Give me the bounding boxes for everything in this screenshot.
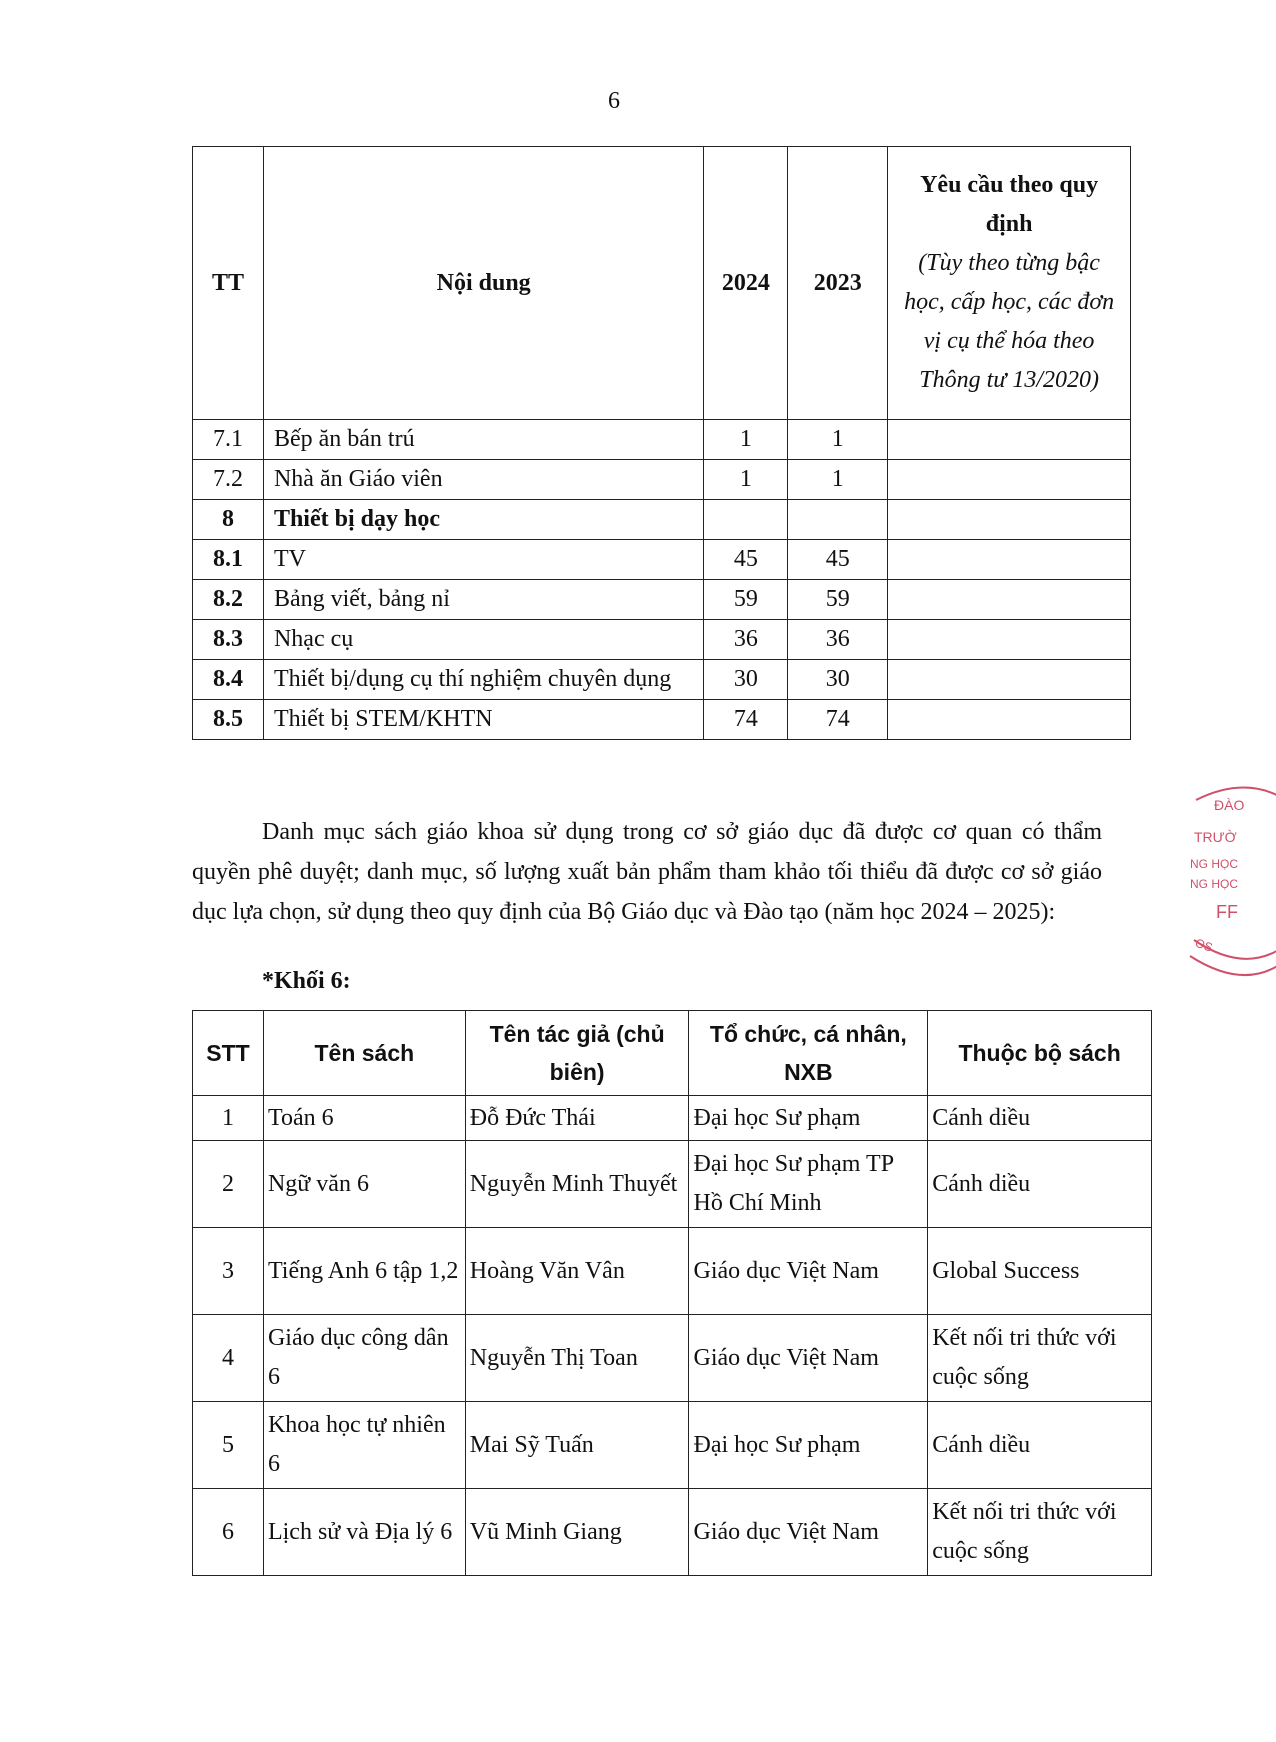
stamp-text-5: FF xyxy=(1216,902,1238,922)
row-2023: 74 xyxy=(788,700,888,740)
row-series: Kết nối tri thức với cuộc sống xyxy=(928,1315,1152,1402)
row-content: Bếp ăn bán trú xyxy=(263,420,703,460)
red-seal-stamp xyxy=(1186,780,1276,980)
requirement-title: Yêu cầu theo quy định xyxy=(920,172,1099,237)
row-author: Nguyễn Minh Thuyết xyxy=(465,1141,689,1228)
row-2023: 1 xyxy=(788,420,888,460)
row-author: Mai Sỹ Tuấn xyxy=(465,1402,689,1489)
row-book: Khoa học tự nhiên 6 xyxy=(263,1402,465,1489)
row-2024: 1 xyxy=(704,420,788,460)
row-content: Thiết bị dạy học xyxy=(263,500,703,540)
row-publisher: Đại học Sư phạm xyxy=(689,1402,928,1489)
header-book: Tên sách xyxy=(263,1011,465,1096)
textbook-table xyxy=(192,1010,1152,1576)
table-row xyxy=(193,420,1131,460)
requirement-note: (Tùy theo từng bậc học, cấp học, các đơn vị cụ thể hóa theo Thông tư 13/2020) xyxy=(904,250,1115,393)
row-2024: 36 xyxy=(704,620,788,660)
row-stt: 3 xyxy=(193,1228,264,1315)
row-2024 xyxy=(704,500,788,540)
row-author: Hoàng Văn Vân xyxy=(465,1228,689,1315)
row-2023: 30 xyxy=(788,660,888,700)
row-2023 xyxy=(788,500,888,540)
row-author: Nguyễn Thị Toan xyxy=(465,1315,689,1402)
table-row xyxy=(193,460,1131,500)
row-2024: 45 xyxy=(704,540,788,580)
row-tt: 8 xyxy=(193,500,264,540)
row-book: Lịch sử và Địa lý 6 xyxy=(263,1489,465,1576)
row-req xyxy=(888,540,1131,580)
header-2023: 2023 xyxy=(788,147,888,420)
row-stt: 6 xyxy=(193,1489,264,1576)
row-tt: 7.1 xyxy=(193,420,264,460)
stamp-text-2: TRƯỜ xyxy=(1194,829,1237,845)
row-book: Ngữ văn 6 xyxy=(263,1141,465,1228)
row-req xyxy=(888,620,1131,660)
row-2023: 59 xyxy=(788,580,888,620)
row-content: Nhạc cụ xyxy=(263,620,703,660)
row-2024: 59 xyxy=(704,580,788,620)
page-number: 6 xyxy=(608,88,620,114)
row-publisher: Giáo dục Việt Nam xyxy=(689,1489,928,1576)
row-content: TV xyxy=(263,540,703,580)
table-header-row xyxy=(193,1011,1152,1096)
row-series: Cánh diều xyxy=(928,1141,1152,1228)
row-stt: 4 xyxy=(193,1315,264,1402)
row-series: Kết nối tri thức với cuộc sống xyxy=(928,1489,1152,1576)
row-stt: 2 xyxy=(193,1141,264,1228)
header-author: Tên tác giả (chủ biên) xyxy=(465,1011,689,1096)
table-row xyxy=(193,620,1131,660)
row-stt: 1 xyxy=(193,1096,264,1141)
header-stt: STT xyxy=(193,1011,264,1096)
row-2023: 1 xyxy=(788,460,888,500)
header-2024: 2024 xyxy=(704,147,788,420)
stamp-text-1: ĐÀO xyxy=(1214,797,1245,813)
row-content: Thiết bị/dụng cụ thí nghiệm chuyên dụng xyxy=(263,660,703,700)
header-requirement xyxy=(888,147,1131,420)
header-content: Nội dung xyxy=(263,147,703,420)
row-2024: 30 xyxy=(704,660,788,700)
row-content: Thiết bị STEM/KHTN xyxy=(263,700,703,740)
row-req xyxy=(888,700,1131,740)
table-row xyxy=(193,700,1131,740)
header-tt: TT xyxy=(193,147,264,420)
row-tt: 8.1 xyxy=(193,540,264,580)
table-header-row xyxy=(193,147,1131,420)
table-row xyxy=(193,660,1131,700)
row-tt: 8.2 xyxy=(193,580,264,620)
row-series: Global Success xyxy=(928,1228,1152,1315)
row-series: Cánh diều xyxy=(928,1096,1152,1141)
row-book: Toán 6 xyxy=(263,1096,465,1141)
row-book: Giáo dục công dân 6 xyxy=(263,1315,465,1402)
table-row xyxy=(193,1141,1152,1228)
row-author: Vũ Minh Giang xyxy=(465,1489,689,1576)
row-tt: 8.5 xyxy=(193,700,264,740)
table-row xyxy=(193,500,1131,540)
row-2024: 1 xyxy=(704,460,788,500)
table-row xyxy=(193,1096,1152,1141)
row-req xyxy=(888,500,1131,540)
row-content: Nhà ăn Giáo viên xyxy=(263,460,703,500)
stamp-text-4: NG HỌC xyxy=(1190,877,1238,891)
table-row xyxy=(193,1489,1152,1576)
stamp-text-3: NG HỌC xyxy=(1190,857,1238,871)
stamp-text-6: OS xyxy=(1193,935,1215,955)
row-tt: 8.4 xyxy=(193,660,264,700)
row-2023: 36 xyxy=(788,620,888,660)
row-req xyxy=(888,420,1131,460)
row-stt: 5 xyxy=(193,1402,264,1489)
textbook-paragraph: Danh mục sách giáo khoa sử dụng trong cơ sở giáo dục đã được cơ quan có thẩm quyền phê duyệt; danh mục, số lượng xuất bản phẩm tham khảo tối thiểu đã được cơ sở giáo dục lựa chọn, sử dụng theo quy định của Bộ Giáo dục và Đào tạo (năm học 2024 – 2025): xyxy=(192,819,1102,925)
row-req xyxy=(888,660,1131,700)
row-publisher: Đại học Sư phạm TP Hồ Chí Minh xyxy=(689,1141,928,1228)
row-series: Cánh diều xyxy=(928,1402,1152,1489)
grade-6-title: *Khối 6: xyxy=(262,968,351,994)
row-publisher: Giáo dục Việt Nam xyxy=(689,1228,928,1315)
row-publisher: Đại học Sư phạm xyxy=(689,1096,928,1141)
row-tt: 7.2 xyxy=(193,460,264,500)
row-2023: 45 xyxy=(788,540,888,580)
row-req xyxy=(888,580,1131,620)
row-req xyxy=(888,460,1131,500)
table-row xyxy=(193,1315,1152,1402)
table-row xyxy=(193,1402,1152,1489)
row-publisher: Giáo dục Việt Nam xyxy=(689,1315,928,1402)
table-row xyxy=(193,580,1131,620)
facilities-table xyxy=(192,146,1131,740)
header-series: Thuộc bộ sách xyxy=(928,1011,1152,1096)
table-row xyxy=(193,1228,1152,1315)
row-author: Đỗ Đức Thái xyxy=(465,1096,689,1141)
row-content: Bảng viết, bảng nỉ xyxy=(263,580,703,620)
header-publisher: Tổ chức, cá nhân, NXB xyxy=(689,1011,928,1096)
row-2024: 74 xyxy=(704,700,788,740)
row-tt: 8.3 xyxy=(193,620,264,660)
row-book: Tiếng Anh 6 tập 1,2 xyxy=(263,1228,465,1315)
table-row xyxy=(193,540,1131,580)
